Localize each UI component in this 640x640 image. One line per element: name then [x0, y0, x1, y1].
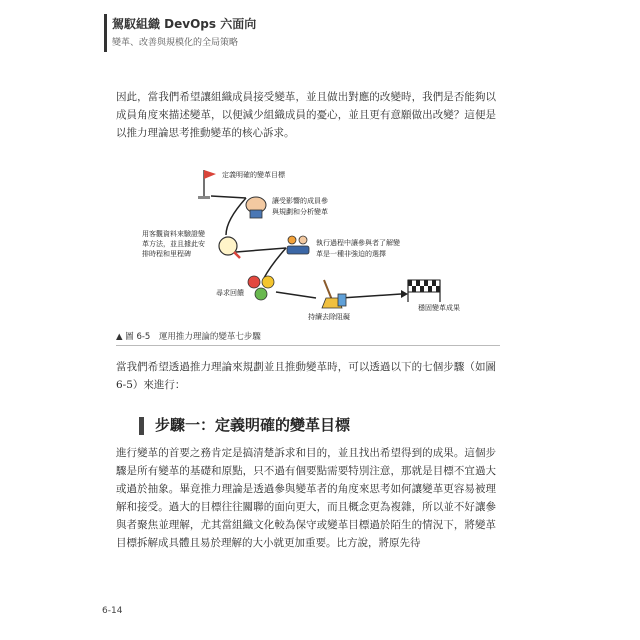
- header-accent-bar: [104, 14, 107, 52]
- page-number: 6-14: [102, 606, 123, 616]
- flag-icon: [198, 170, 216, 199]
- step-label-3a: 用客觀資料來驗證變: [142, 230, 205, 238]
- book-subtitle: 變革、改善與規模化的全局策略: [112, 38, 239, 48]
- section-accent-bar: [139, 417, 144, 435]
- step-label-3b: 革方法，並且據此安: [142, 240, 205, 248]
- intro-paragraph: 因此，當我們希望讓組織成員接受變革，並且做出對應的改變時，我們是否能夠以成員角度來描述變革，以便減少組織成員的憂心，並且更有意願做出改變？這便是以推力理論思考推動變革的核心訴求。: [116, 91, 496, 139]
- figure-caption: ▲ 圖 6-5 運用推力理論的變革七步驟: [116, 332, 261, 342]
- caption-divider: [116, 345, 500, 346]
- step-label-6: 持續去除阻礙: [308, 313, 350, 321]
- step-label-4b: 革是一種非強迫的選擇: [316, 250, 386, 258]
- broom-icon: [322, 280, 346, 308]
- finish-flag-icon: [408, 280, 440, 302]
- magnifier-icon: [219, 237, 240, 258]
- step-label-4a: 執行過程中讓參與者了解變: [316, 239, 400, 247]
- team-hands-icon: [246, 197, 266, 218]
- section-heading: 步驟一：定義明確的變革目標: [155, 416, 351, 434]
- step-label-2a: 讓受影響的成員參: [272, 197, 328, 205]
- step1-body-paragraph: 進行變革的首要之務肯定是搞清楚訴求和目的，並且找出希望得到的成果。這個步驟是所有變革的基礎和原點，只不過有個要點需要特別注意，那就是目標不宜過大或過於抽象。畢竟推力理論是透過參與變革者的角度來思考如何讓變革更容易被理解和接受。過大的目標往往關聯的面向更大，而且概念更為複雜，所以並不好讓參與者聚焦並理解，尤其當組織文化較為保守或變革目標過於陌生的情況下，將變革目標拆解成具體且易於理解的大小就更加重要。比方說，將原先待: [116, 447, 496, 549]
- step-label-7: 穩固變革成果: [418, 304, 460, 312]
- steps-intro-paragraph: 當我們希望透過推力理論來規劃並且推動變革時，可以透過以下的七個步驟（如圖 6-5）來進行：: [116, 361, 496, 391]
- change-steps-figure: [116, 160, 500, 325]
- people-icon: [287, 236, 309, 254]
- feedback-faces-icon: [248, 276, 274, 300]
- book-title: 駕馭組織 DevOps 六面向: [112, 17, 257, 31]
- step-label-1: 定義明確的變革目標: [222, 171, 285, 179]
- step-label-3c: 排時程和里程碑: [142, 250, 191, 258]
- step-label-5: 尋求回饋: [216, 289, 244, 297]
- step-label-2b: 與規劃和分析變革: [272, 208, 328, 216]
